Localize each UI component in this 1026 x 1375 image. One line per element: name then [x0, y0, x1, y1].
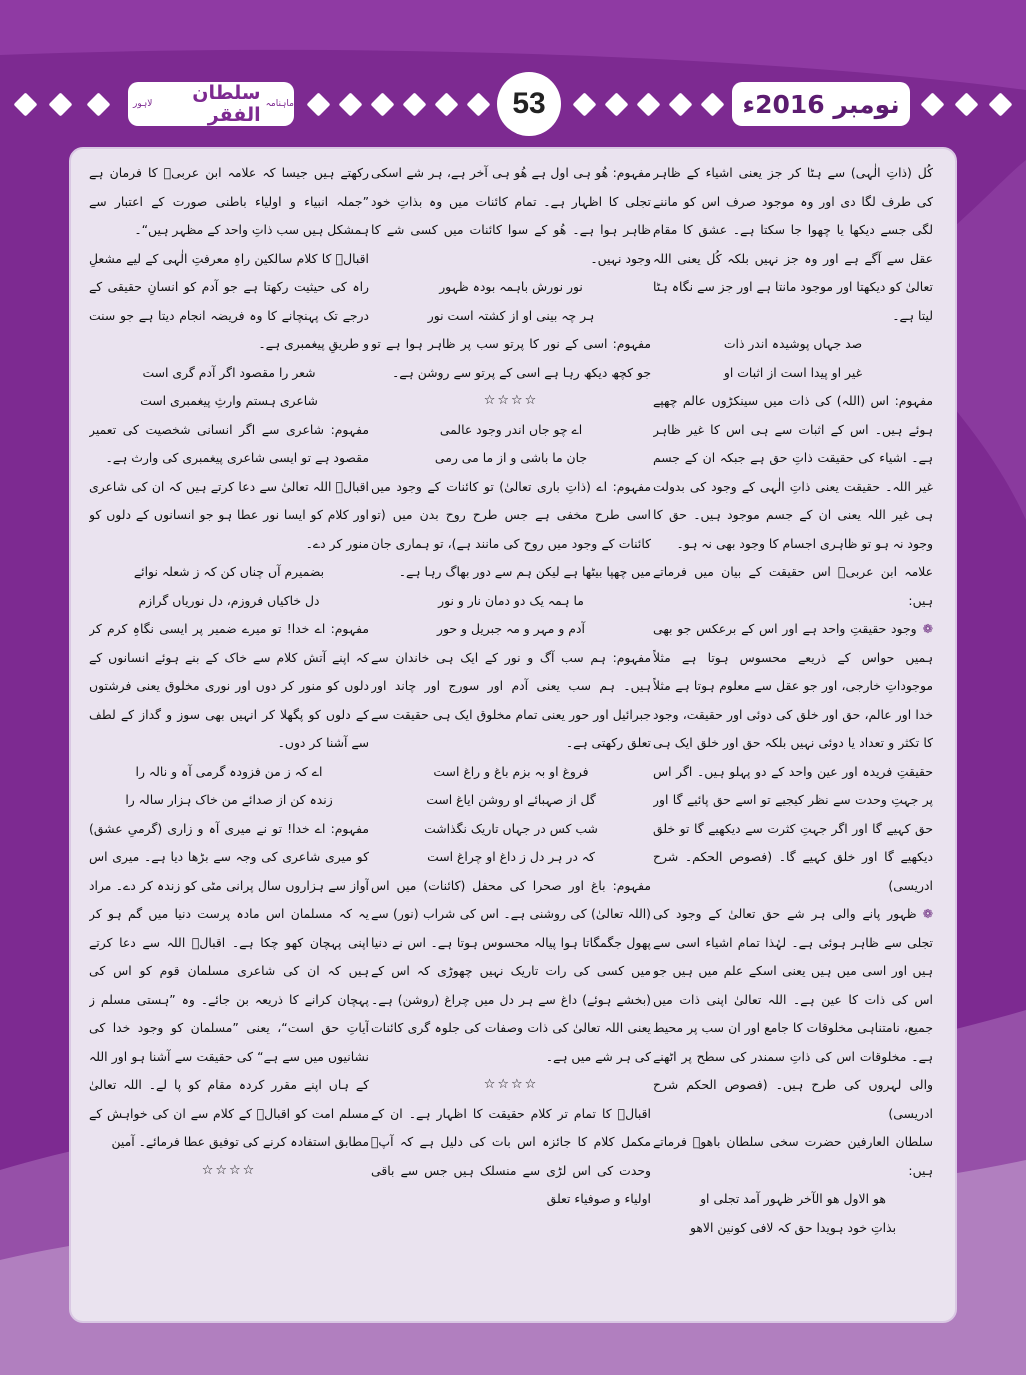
diamond-ornament-icon: [572, 92, 596, 116]
paragraph: مفہوم: اے خدا! تو میرے ضمیر پر ایسی نگاہِ کرم کر کہ اپنے آتش کلام سے خاک کے بنے ہوئے انسانوں کے دلوں کو منور کر دوں اور نوری مخلوق یعنی فرشتوں کے دلوں کو پگھلا کر انہیں بھی سوز و گداز کے لطف سے آشنا کر دوں۔: [89, 621, 369, 750]
paragraph: اقبالؒ کا کلام سالکین راہِ معرفتِ الٰہی کے لیے مشعلِ راہ کی حیثیت رکھتا ہے جو آدم کو انسانِ حقیقی کے درجے تک پہنچانے کا وہ فریضہ انجام دیتا ہے جو سنت و طریقِ پیغمبری ہے۔: [89, 250, 369, 351]
column-middle: [371, 159, 651, 1311]
diamond-ornament-icon: [13, 92, 37, 116]
article-panel: [69, 147, 957, 1323]
section-divider-stars: ☆☆☆☆: [483, 393, 539, 408]
paragraph: مفہوم: اسی کے نور کا پرتو سب پر ظاہر ہوا ہے تو جو کچھ دیکھ رہا ہے اسی کے پرتو سے روشن ہے۔: [371, 336, 651, 380]
persian-verse: شب کس در جہاں تاریک نگذاشت: [424, 820, 598, 836]
persian-verse: ما ہمہ یک دو دمان نار و نور: [438, 592, 584, 608]
paragraph: علامہ ابن عربیؒ اس حقیقت کے بیان میں فرماتے ہیں:: [653, 564, 933, 608]
paragraph: مفہوم: ہم سب آگ و نور کے ایک ہی خاندان سے ہیں۔ ہم سب یعنی آدم اور سورج اور چاند اور جبرائیل اور حور یعنی تمام مخلوق ایک ہی حقیقت سے تعلق رکھتی ہے۔: [371, 649, 651, 750]
flower-bullet-icon: ❁: [922, 906, 933, 921]
persian-verse: شاعری ہستم وارثِ پیغمبری است: [140, 393, 318, 408]
persian-verse: اے چو جاں اندر وجود عالمی: [439, 421, 583, 437]
paragraph: رکھتے ہیں جیسا کہ علامہ ابن عربیؒ کا فرمان ہے ”جملہ انبیاء و اولیاء باطنی صورت کے اعتبار سے ہمشکل ہیں سب ذاتِ واحد کے مظہر ہیں“۔: [89, 165, 369, 237]
persian-verse: دل خاکیاں فروزم، دل نوریاں گرازم: [138, 592, 320, 608]
paragraph: مفہوم: ھُو ہی اول ہے ھُو ہی آخر ہے، ہر شے اسکی تجلی کا اظہار ہے۔ تمام کائنات میں وہ بذاتِ خود ظاہر ہوا ہے۔ ھُو کے سوا کائنات میں کسی شے کا وجود نہیں۔: [371, 165, 651, 266]
paragraph: مفہوم: اے (ذاتِ باری تعالیٰ) تو کائنات کے وجود میں اسی طرح مخفی ہے جس طرح روح بدن میں (تو کائنات کے وجود میں روح کی مانند ہے)، تو ہماری جان میں چھپا بیٹھا ہے لیکن ہم سے دور بھاگ رہا ہے۔: [371, 478, 651, 579]
persian-verse: گل از صہبائے او روشن ایاغ است: [426, 792, 596, 807]
diamond-ornament-icon: [988, 92, 1012, 116]
column-left: [89, 159, 369, 1311]
diamond-ornament-icon: [466, 92, 490, 116]
persian-verse: بذاتِ خود ہویدا حق کہ لافی کونین الاھو: [689, 1219, 897, 1235]
section-divider-stars: ☆☆☆☆: [201, 1162, 257, 1178]
persian-verse: غیر او پیدا است از اثبات او: [723, 364, 863, 380]
persian-verse: ھو الاول ھو الآخر ظہور آمد تجلی او: [700, 1191, 886, 1206]
paragraph: کُل (ذاتِ الٰہی) سے ہٹا کر جز یعنی اشیاء کے ظاہر کی طرف لگا دی اور وہ موجود صرف اس کو ماننے لگی جسے دیکھا یا چھوا جا سکتا ہے۔ عشق کا مقام عقل سے آگے ہے اور وہ جز نہیں بلکہ کُل یعنی اللہ تعالیٰ کو دیکھتا اور موجود مانتا ہے اور جز سے نگاہ ہٹا لیتا ہے۔: [653, 165, 933, 323]
diamond-ornament-icon: [86, 92, 110, 116]
diamond-ornament-icon: [668, 92, 692, 116]
bullet-text: وجود حقیقتِ واحد ہے اور اس کے برعکس جو بھی ہمیں حواس کے ذریعے محسوس ہوتا ہے مثلاً موجوداتِ خارجی، اور جو عقل سے معلوم ہوتا ہے مثلاً خدا اور عالم، حق اور خلق کی دوئی اور حقیقت، وجود کا تکثر و تعداد یا دوئی نہیں بلکہ حق اور خلق ایک ہی حقیقتِ فریدہ اور عین واحد کے دو پہلو ہیں۔ اگر اس پر جہتِ وحدت سے نظر کیجیے تو اسے حق پائیے گا اور حق کہیے گا اور اگر جہتِ کثرت سے دیکھیے گا تو خلق دیکھیے گا اور خلق کہیے گا۔ (فصوص الحکم۔ شرح ادریسی): [653, 621, 933, 893]
paragraph: مفہوم: اس (اللہ) کی ذات میں سینکڑوں عالم چھپے ہوئے ہیں۔ اس کے اثبات سے ہی اس کا غیر ظاہر ہے۔ اشیاء کی حقیقت ذاتِ حق ہے جبکہ ان کے جسم غیر اللہ۔ حقیقت یعنی ذاتِ الٰہی کے وجود کی بدولت ہی غیر اللہ یعنی ان کے جسم موجود ہیں۔ حق کا وجود نہ ہو تو ظاہری اجسام کا وجود بھی نہ ہو۔: [653, 393, 933, 551]
paragraph: مفہوم: اے خدا! تو نے میری آہ و زاری (گرمیِ عشق) کو میری شاعری کی وجہ سے بڑھا دیا ہے۔ میری اس آواز سے ہزاروں سال پرانی مٹی کو زندہ کر دے۔ مراد یہ کہ مسلمان اس مادہ پرست دنیا میں گم ہو کر اپنی پہچان کھو چکا ہے۔ اقبالؒ اللہ سے دعا کرتے ہیں کہ ان کی شاعری مسلمان قوم کو اس کی پہچان کرانے کا ذریعہ بن جائے۔ وہ ”ہستی مسلم ز آیاتِ حق است“، یعنی ”مسلمان کو وجود خدا کی نشانیوں میں سے ہے“ کی حقیقت سے آشنا ہو اور اللہ کے ہاں اپنے مقرر کردہ مقام کو پا لے۔ اللہ تعالیٰ مسلم امت کو اقبالؒ کے کلام سے ان کی خواہش کے مطابق استفادہ کرنے کی توفیق عطا فرمائے۔ آمین: [89, 820, 369, 1149]
persian-verse: شعر را مقصود اگر آدم گری است: [142, 364, 316, 380]
section-divider-stars: ☆☆☆☆: [483, 1077, 539, 1092]
bullet-paragraph: [653, 615, 933, 900]
paragraph: اقبالؒ اللہ تعالیٰ سے دعا کرتے ہیں کہ ان کی شاعری اور کلام کو ایسا نور عطا ہو جو انسانوں کے دلوں کو منور کر دے۔: [89, 478, 369, 551]
diamond-ornament-icon: [48, 92, 72, 116]
persian-verse: آدم و مہر و مہ جبریل و حور: [437, 621, 585, 636]
persian-verse: زندہ کن از صدائے من خاک ہزار سالہ را: [125, 792, 333, 807]
magazine-logo: [128, 82, 294, 126]
diamond-ornament-icon: [920, 92, 944, 116]
diamond-ornament-icon: [954, 92, 978, 116]
page-header: [0, 70, 1026, 140]
diamond-ornament-icon: [370, 92, 394, 116]
paragraph: اقبالؒ کا تمام تر کلام حقیقت کا اظہار ہے۔ ان کے مکمل کلام کا جائزہ اس بات کی دلیل ہے کہ آپؒ وحدت کی اس لڑی سے منسلک ہیں جس سے باقی اولیاء و صوفیاء تعلق: [371, 1105, 651, 1206]
bullet-text: ظہور پانے والی ہر شے حق تعالیٰ کے وجود کی تجلی سے ظاہر ہوئی ہے۔ لہٰذا تمام اشیاء اسی سے ہیں اور اسی میں ہیں یعنی اسکے علم میں ہیں جو اس کی ذات کا عین ہے۔ اللہ تعالیٰ اپنی ذات میں جمیع، نامتناہی مخلوقات کا جامع اور ان سب پر محیط ہے۔ مخلوقات اس کی ذاتِ سمندر کی سطح پر اٹھنے والی لہروں کی طرح ہیں۔ (فصوص الحکم شرح ادریسی): [653, 906, 933, 1121]
diamond-ornament-icon: [306, 92, 330, 116]
persian-verse: کہ در ہر دل ز داغ او چراغ است: [427, 849, 595, 864]
persian-verse: بضمیرم آں چناں کن کہ ز شعلہ نوائے: [133, 564, 325, 579]
issue-date: [732, 82, 910, 126]
persian-verse: صد جہاں پوشیدہ اندر ذات: [723, 336, 863, 351]
column-right: [653, 159, 933, 1311]
issue-date-text: نومبر 2016ء: [742, 89, 900, 119]
persian-verse: اے کہ ز من فزودہ گرمی آہ و نالہ را: [135, 763, 323, 779]
diamond-ornament-icon: [604, 92, 628, 116]
persian-verse: ہر چہ بینی او از کشتہ است نور: [427, 307, 595, 323]
persian-verse: نور نورش باہمہ بودہ ظہور: [439, 279, 583, 294]
magazine-prefix: ماہنامہ: [265, 99, 294, 109]
diamond-ornament-icon: [338, 92, 362, 116]
diamond-ornament-icon: [636, 92, 660, 116]
persian-verse: فروغ او بہ بزم باغ و راغ است: [433, 763, 589, 779]
magazine-suffix: لاہور: [133, 99, 153, 109]
bullet-paragraph: [653, 900, 933, 1128]
flower-bullet-icon: ❁: [922, 621, 933, 636]
page-number: 53: [497, 72, 561, 136]
paragraph: سلطان العارفین حضرت سخی سلطان باھوؒ فرماتے ہیں:: [653, 1134, 933, 1178]
diamond-ornament-icon: [402, 92, 426, 116]
paragraph: مفہوم: باغ اور صحرا کی محفل (کائنات) میں اس (اللہ تعالیٰ) کی روشنی ہے۔ اس کی شراب (نور) سے پھول جگمگاتا ہوا پیالہ محسوس ہوتا ہے۔ اس نے دنیا میں کسی کی رات تاریک نہیں چھوڑی کہ اس کے (بخشے ہوئے) داغ سے ہر دل میں چراغ (روشن) ہے۔ یعنی اللہ تعالیٰ کی ذات وصفات کی جلوہ گری کائنات کی ہر شے میں ہے۔: [371, 877, 651, 1064]
magazine-name: سلطان الفقر: [192, 82, 261, 126]
paragraph: مفہوم: شاعری سے اگر انسانی شخصیت کی تعمیر مقصود ہے تو ایسی شاعری پیغمبری کی وارث ہے۔: [89, 421, 369, 465]
persian-verse: جان ما باشی و از ما می رمی: [434, 450, 588, 465]
diamond-ornament-icon: [700, 92, 724, 116]
diamond-ornament-icon: [434, 92, 458, 116]
